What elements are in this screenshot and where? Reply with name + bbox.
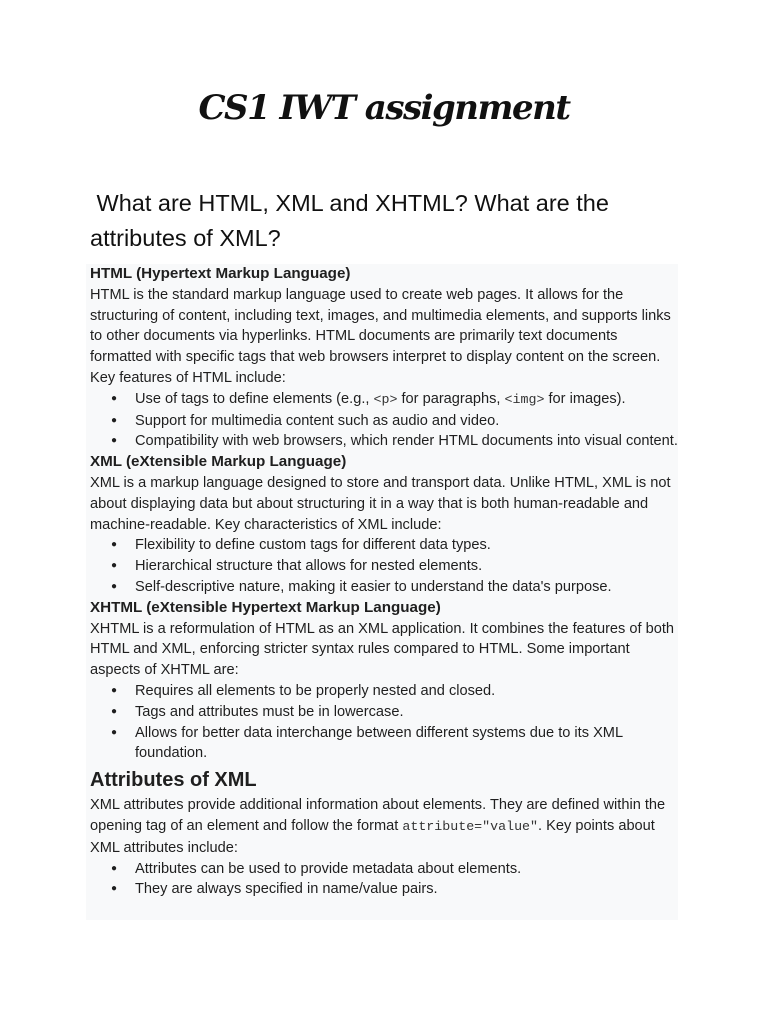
list-item: ● Hierarchical structure that allows for nested elements. — [135, 556, 678, 577]
attributes-points-list — [90, 859, 678, 901]
html-features-list — [90, 389, 678, 452]
html-section-body: HTML is the standard markup language used to create web pages. It allows for the structuring of content, including text, images, and multimedia elements, and supports links to other documents via hyperlinks. HTML documents are primarily text documents formatted with specific tags that web browsers interpret to display content on the screen. Key features of HTML include: — [90, 286, 671, 386]
body-text: . Key points about XML attributes include: — [90, 817, 655, 856]
attributes-section-body — [90, 795, 678, 858]
xml-characteristics-list — [90, 535, 678, 597]
code-snippet-img-tag: <img> — [504, 391, 545, 407]
code-snippet-attribute-format: attribute="value" — [402, 818, 539, 834]
xhtml-aspects-list — [90, 681, 678, 764]
list-item: ● Tags and attributes must be in lowercase. — [135, 702, 678, 723]
xhtml-section-body: XHTML is a reformulation of HTML as an XML application. It combines the features of both HTML and XML, enforcing stricter syntax rules compared to HTML. Some important aspects of XHTML are: — [90, 620, 675, 679]
html-section-heading: HTML (Hypertext Markup Language) — [90, 265, 351, 282]
list-item: ● Compatibility with web browsers, which render HTML documents into visual content. — [135, 431, 678, 452]
list-item: ● Attributes can be used to provide metadata about elements. — [135, 859, 678, 880]
list-item-text: for images). — [544, 390, 626, 407]
list-item-text: Use of tags to define elements (e.g., — [135, 390, 374, 407]
list-item: ● Allows for better data interchange between different systems due to its XML foundation. — [135, 723, 678, 765]
list-item: ● They are always specified in name/value pairs. — [135, 879, 678, 900]
answer-content — [86, 264, 678, 920]
list-item: ● Self-descriptive nature, making it easier to understand the data's purpose. — [135, 577, 678, 598]
list-item: ● Flexibility to define custom tags for different data types. — [135, 535, 678, 556]
list-item: ● Requires all elements to be properly nested and closed. — [135, 681, 678, 702]
xml-section-heading: XML (eXtensible Markup Language) — [90, 453, 347, 471]
question-heading: What are HTML, XML and XHTML? What are the attributes of XML? — [90, 190, 616, 251]
code-snippet-p-tag: <p> — [373, 391, 398, 407]
list-item-text: for paragraphs, — [397, 390, 505, 407]
xml-section-body: XML is a markup language designed to store and transport data. Unlike HTML, XML is not about displaying data but about structuring it in a way that is both human-readable and machine-readable. Key characteristics of XML include: — [90, 474, 671, 533]
list-item: ● Support for multimedia content such as audio and video. — [135, 411, 678, 432]
xhtml-section-heading: XHTML (eXtensible Hypertext Markup Language) — [90, 598, 441, 616]
page-title: CS1 IWT assignment — [198, 88, 570, 128]
list-item — [135, 389, 678, 411]
attributes-section-heading: Attributes of XML — [90, 769, 257, 792]
body-text: XML attributes provide additional information about elements. They are defined within the opening tag of an element and follow the format — [90, 797, 666, 834]
